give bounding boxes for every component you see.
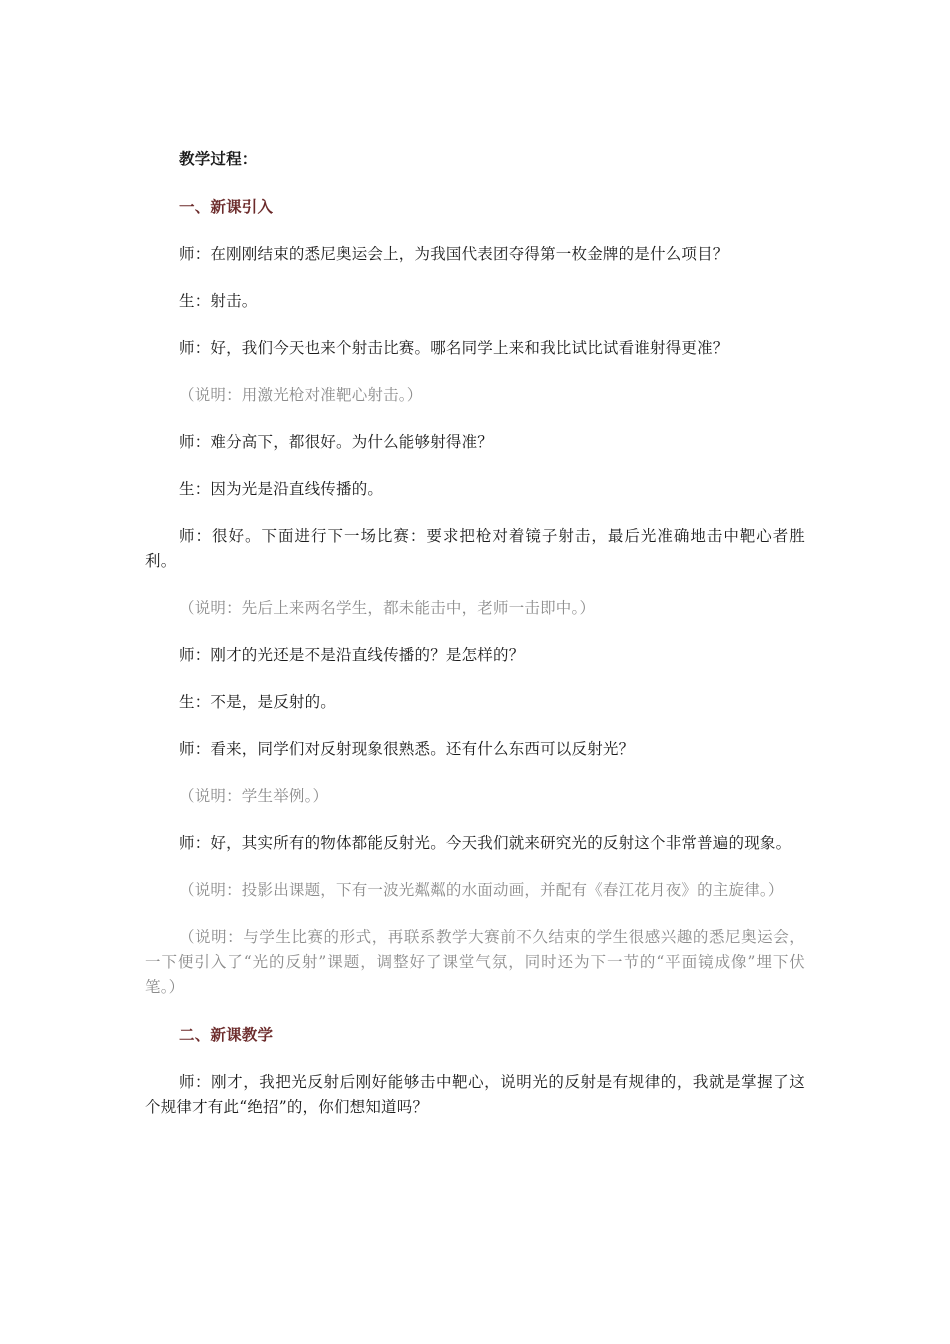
note-line: （说明：用激光枪对准靶心射击。） bbox=[179, 386, 423, 404]
dialogue-line: 师：看来，同学们对反射现象很熟悉。还有什么东西可以反射光？ bbox=[179, 740, 635, 758]
dialogue-line: 师：好，其实所有的物体都能反射光。今天我们就来研究光的反射这个非常普遍的现象。 bbox=[179, 834, 792, 852]
dialogue-line: 师：难分高下，都很好。为什么能够射得准？ bbox=[179, 433, 494, 451]
dialogue-line: 师：很好。下面进行下一场比赛：要求把枪对着镜子射击，最后光准确地击中靶心者胜利。 bbox=[145, 527, 805, 570]
dialogue-line: 生：射击。 bbox=[179, 292, 258, 310]
section-heading-teaching: 二、新课教学 bbox=[179, 1025, 274, 1044]
process-title: 教学过程： bbox=[179, 149, 258, 168]
note-line: （说明：先后上来两名学生，都未能击中，老师一击即中。） bbox=[179, 599, 596, 617]
dialogue-line: 师：刚才的光还是不是沿直线传播的？是怎样的？ bbox=[179, 646, 525, 664]
dialogue-line: 师：在刚刚结束的悉尼奥运会上，为我国代表团夺得第一枚金牌的是什么项目？ bbox=[179, 245, 729, 263]
dialogue-line: 师：刚才，我把光反射后刚好能够击中靶心，说明光的反射是有规律的，我就是掌握了这个规律才有此“绝招”的，你们想知道吗？ bbox=[145, 1073, 805, 1116]
note-line: （说明：与学生比赛的形式，再联系教学大赛前不久结束的学生很感兴趣的悉尼奥运会，一下便引入了“光的反射”课题，调整好了课堂气氛，同时还为下一节的“平面镜成像”埋下伏笔。） bbox=[145, 928, 805, 996]
dialogue-line: 生：因为光是沿直线传播的。 bbox=[179, 480, 384, 498]
note-line: （说明：学生举例。） bbox=[179, 787, 329, 805]
dialogue-line: 生：不是，是反射的。 bbox=[179, 693, 337, 711]
dialogue-line: 师：好，我们今天也来个射击比赛。哪名同学上来和我比试比试看谁射得更准？ bbox=[179, 339, 729, 357]
section-heading-intro: 一、新课引入 bbox=[179, 197, 274, 216]
document-page bbox=[145, 146, 805, 1142]
note-line: （说明：投影出课题，下有一波光粼粼的水面动画，并配有《春江花月夜》的主旋律。） bbox=[179, 881, 784, 899]
